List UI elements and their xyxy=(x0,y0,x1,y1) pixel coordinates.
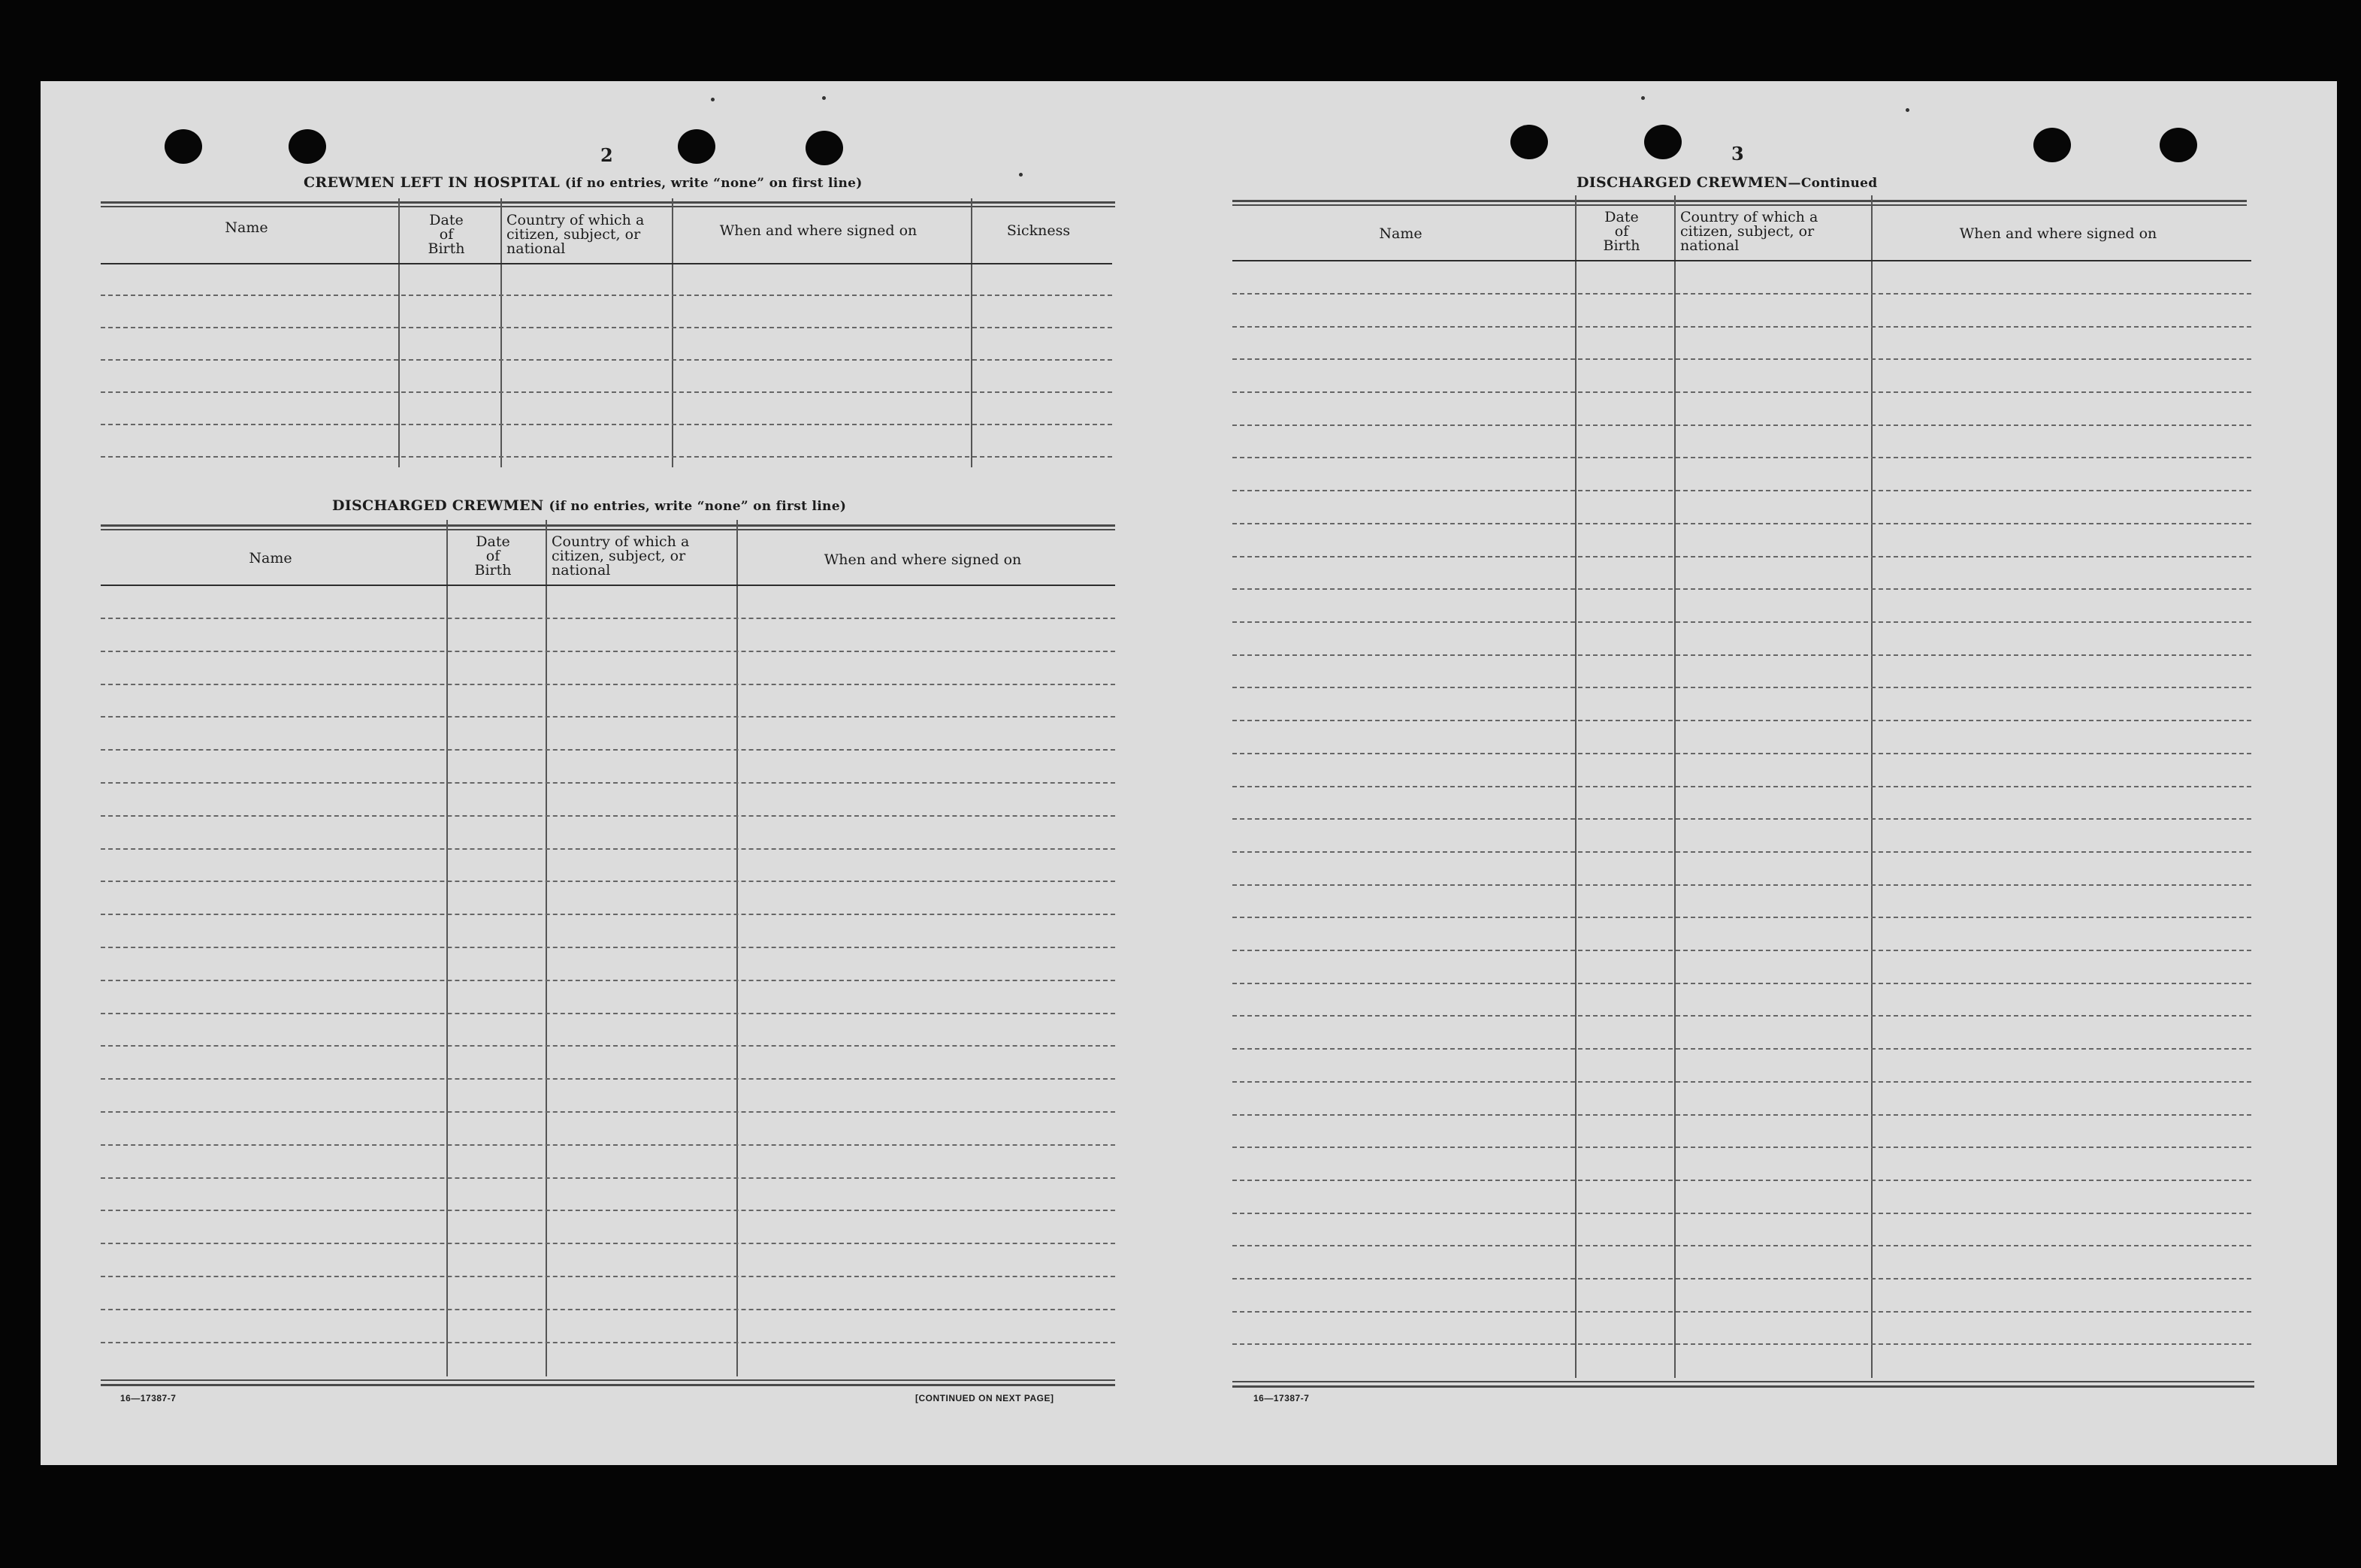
section-note: (if no entries, write “none” on first line) xyxy=(549,499,847,514)
entry-line[interactable] xyxy=(1232,720,2251,721)
entry-line[interactable] xyxy=(1232,917,2251,918)
header-underline xyxy=(101,263,1112,264)
entry-line[interactable] xyxy=(1232,1245,2251,1246)
entry-line[interactable] xyxy=(101,1276,1115,1277)
column-divider xyxy=(971,198,972,467)
bottom-rule xyxy=(1232,1385,2254,1388)
entry-line[interactable] xyxy=(101,651,1115,652)
entry-line[interactable] xyxy=(101,1177,1115,1179)
entry-line[interactable] xyxy=(101,1342,1115,1343)
entry-line[interactable] xyxy=(1232,1048,2251,1050)
column-header: Date of Birth xyxy=(1603,209,1640,254)
entry-line[interactable] xyxy=(1232,1147,2251,1148)
column-header: When and where signed on xyxy=(1959,225,2157,242)
entry-line[interactable] xyxy=(1232,1081,2251,1083)
entry-line[interactable] xyxy=(101,1309,1115,1310)
entry-line[interactable] xyxy=(1232,687,2251,688)
entry-line[interactable] xyxy=(1232,1278,2251,1279)
entry-line[interactable] xyxy=(1232,983,2251,984)
punch-hole xyxy=(806,131,843,165)
entry-line[interactable] xyxy=(1232,950,2251,951)
entry-line[interactable] xyxy=(101,456,1112,458)
section-title-text: CREWMEN LEFT IN HOSPITAL xyxy=(304,174,560,191)
bottom-rule xyxy=(101,1379,1115,1381)
entry-line[interactable] xyxy=(101,1243,1115,1244)
right-section-title xyxy=(1577,174,1877,191)
column-header: Sickness xyxy=(1006,222,1071,239)
double-rule xyxy=(101,524,1115,527)
speck xyxy=(1906,108,1909,112)
punch-hole xyxy=(1644,125,1682,159)
entry-line[interactable] xyxy=(1232,621,2251,623)
bottom-rule xyxy=(101,1384,1115,1386)
column-header: Country of which a citizen, subject, or national xyxy=(1680,209,1818,254)
column-header: Date of Birth xyxy=(428,212,465,257)
column-header: Name xyxy=(249,550,292,566)
form-number: 16—17387-7 xyxy=(1253,1393,1310,1403)
punch-hole xyxy=(2160,128,2197,162)
entry-line[interactable] xyxy=(1232,1311,2251,1313)
entry-line[interactable] xyxy=(101,947,1115,948)
entry-line[interactable] xyxy=(1232,753,2251,754)
entry-line[interactable] xyxy=(1232,1114,2251,1116)
punch-hole xyxy=(289,129,326,164)
header-underline xyxy=(101,585,1115,586)
double-rule xyxy=(101,529,1115,530)
entry-line[interactable] xyxy=(101,980,1115,981)
page-number: 2 xyxy=(600,144,613,166)
speck xyxy=(711,98,715,101)
section-title-text: DISCHARGED CREWMEN xyxy=(1577,174,1788,191)
entry-line[interactable] xyxy=(101,815,1115,817)
column-divider xyxy=(546,520,547,1376)
entry-line[interactable] xyxy=(1232,457,2251,458)
entry-line[interactable] xyxy=(1232,391,2251,393)
entry-line[interactable] xyxy=(1232,523,2251,524)
entry-line[interactable] xyxy=(101,1013,1115,1014)
punch-hole xyxy=(2033,128,2071,162)
entry-line[interactable] xyxy=(101,1078,1115,1080)
entry-line[interactable] xyxy=(1232,818,2251,820)
entry-line[interactable] xyxy=(1232,1343,2251,1345)
entry-line[interactable] xyxy=(1232,851,2251,853)
entry-line[interactable] xyxy=(101,881,1115,882)
section-note: (if no entries, write “none” on first line) xyxy=(564,176,863,191)
form-number: 16—17387-7 xyxy=(120,1393,177,1403)
column-header: Date of Birth xyxy=(474,533,512,579)
entry-line[interactable] xyxy=(1232,293,2251,295)
entry-line[interactable] xyxy=(101,618,1115,619)
entry-line[interactable] xyxy=(1232,786,2251,787)
entry-line[interactable] xyxy=(1232,1180,2251,1181)
column-divider xyxy=(500,198,502,467)
entry-line[interactable] xyxy=(1232,654,2251,656)
punch-hole xyxy=(165,129,202,164)
entry-line[interactable] xyxy=(101,295,1112,296)
entry-line[interactable] xyxy=(101,782,1115,784)
speck xyxy=(822,96,826,100)
page-number: 3 xyxy=(1731,143,1744,165)
bottom-rule xyxy=(1232,1381,2254,1382)
entry-line[interactable] xyxy=(1232,1213,2251,1214)
discharged-section-title xyxy=(332,497,846,514)
column-header: When and where signed on xyxy=(719,222,917,239)
entry-line[interactable] xyxy=(101,391,1112,393)
entry-line[interactable] xyxy=(1232,490,2251,491)
entry-line[interactable] xyxy=(101,424,1112,425)
hospital-section-title xyxy=(304,174,863,191)
entry-line[interactable] xyxy=(101,848,1115,850)
entry-line[interactable] xyxy=(101,716,1115,718)
double-rule xyxy=(1232,200,2247,202)
entry-line[interactable] xyxy=(1232,1015,2251,1017)
double-rule xyxy=(101,206,1115,207)
column-header: Country of which a citizen, subject, or national xyxy=(552,533,690,579)
entry-line[interactable] xyxy=(101,1210,1115,1211)
column-divider xyxy=(446,520,448,1376)
entry-line[interactable] xyxy=(101,749,1115,751)
entry-line[interactable] xyxy=(101,359,1112,361)
column-divider xyxy=(736,520,738,1376)
entry-line[interactable] xyxy=(101,1144,1115,1146)
entry-line[interactable] xyxy=(1232,556,2251,557)
entry-line[interactable] xyxy=(1232,884,2251,886)
section-title-text: DISCHARGED CREWMEN xyxy=(332,497,544,514)
punch-hole xyxy=(1510,125,1548,159)
entry-line[interactable] xyxy=(101,914,1115,915)
entry-line[interactable] xyxy=(1232,588,2251,590)
punch-hole xyxy=(678,129,715,164)
column-header: Name xyxy=(1379,225,1422,242)
section-continued: —Continued xyxy=(1788,176,1878,191)
entry-line[interactable] xyxy=(1232,424,2251,426)
column-header: Country of which a citizen, subject, or national xyxy=(506,212,645,257)
speck xyxy=(1019,173,1023,177)
speck xyxy=(1641,96,1645,100)
entry-line[interactable] xyxy=(1232,326,2251,328)
column-divider xyxy=(398,198,400,467)
column-header: When and where signed on xyxy=(824,551,1022,568)
column-header: Name xyxy=(225,219,268,236)
double-rule xyxy=(1232,204,2247,206)
header-underline xyxy=(1232,260,2251,261)
column-divider xyxy=(672,198,673,467)
continued-note: [CONTINUED ON NEXT PAGE] xyxy=(915,1393,1054,1403)
entry-line[interactable] xyxy=(101,684,1115,685)
entry-line[interactable] xyxy=(101,1045,1115,1047)
entry-line[interactable] xyxy=(101,327,1112,328)
entry-line[interactable] xyxy=(101,1111,1115,1113)
entry-line[interactable] xyxy=(1232,358,2251,360)
document-sheet xyxy=(41,81,2337,1465)
double-rule xyxy=(101,201,1115,204)
